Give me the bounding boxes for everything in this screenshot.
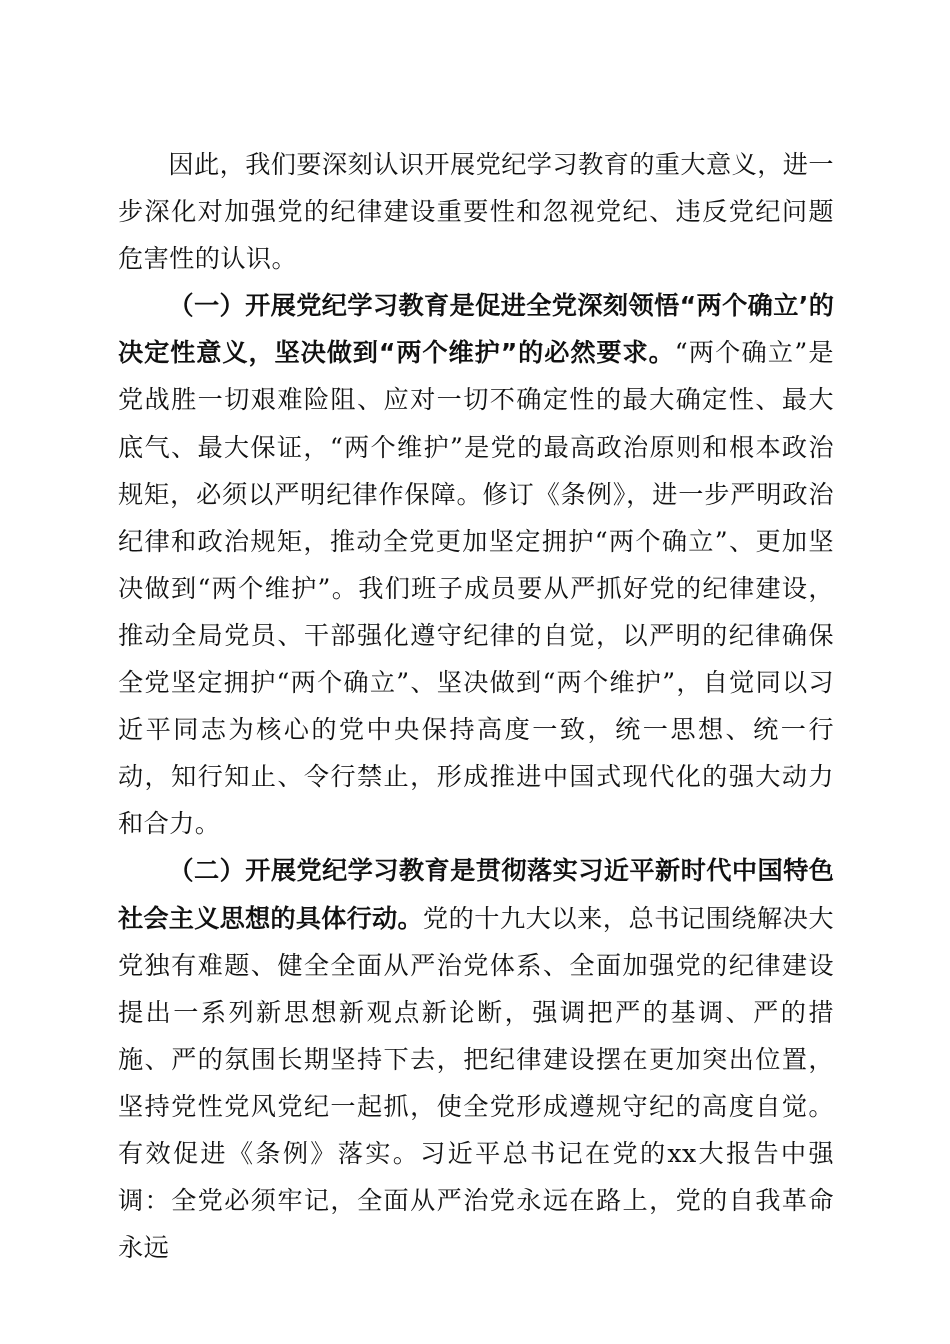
section-1-heading: （一）开展党纪学习教育是促进全党深刻领悟“两个确立’的决定性意义，坚决做到“两个维护”的必然要求。 xyxy=(118,291,834,368)
document-body xyxy=(118,141,834,1271)
paragraph-intro xyxy=(118,141,834,282)
paragraph-section-2 xyxy=(118,847,834,1271)
section-2-text: 党的十九大以来，总书记围绕解决大党独有难题、健全全面从严治党体系、全面加强党的纪律建设提出一系列新思想新观点新论断，强调把严的基调、严的措施、严的氛围长期坚持下去，把纪律建设摆在更加突出位置，坚持党性党风党纪一起抓，使全党形成遵规守纪的高度自觉。有效促进《条例》落实。习近平总书记在党的xx大报告中强调：全党必须牢记，全面从严治党永远在路上，党的自我革命永远 xyxy=(118,903,835,1263)
section-1-text: “两个确立”是党战胜一切艰难险阻、应对一切不确定性的最大确定性、最大底气、最大保证，“两个维护”是党的最高政治原则和根本政治规矩，必须以严明纪律作保障。修订《条例》，进一步严明政治纪律和政治规矩，推动全党更加坚定拥护“两个确立”、更加坚决做到“两个维护”。我们班子成员要从严抓好党的纪律建设，推动全局党员、干部强化遵守纪律的自觉，以严明的纪律确保全党坚定拥护“两个确立”、坚决做到“两个维护”，自觉同以习近平同志为核心的党中央保持高度一致，统一思想、统一行动，知行知止、令行禁止，形成推进中国式现代化的强大动力和合力。 xyxy=(118,338,834,839)
paragraph-intro-text: 因此，我们要深刻认识开展党纪学习教育的重大意义，进一步深化对加强党的纪律建设重要性和忽视党纪、违反党纪问题危害性的认识。 xyxy=(118,150,834,274)
paragraph-section-1 xyxy=(118,282,834,847)
section-2-heading: （二）开展党纪学习教育是贯彻落实习近平新时代中国特色社会主义思想的具体行动。 xyxy=(118,856,834,933)
